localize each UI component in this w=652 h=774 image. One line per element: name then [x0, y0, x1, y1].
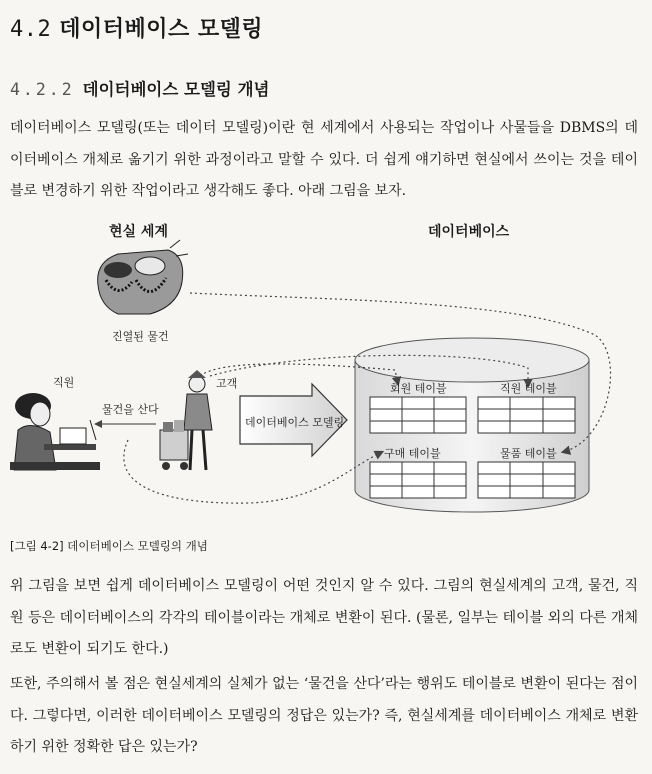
database-label: 데이터베이스	[428, 224, 510, 240]
section-title-text: 데이터베이스 모델링	[59, 17, 264, 42]
subsection-title-text: 데이터베이스 모델링 개념	[82, 80, 270, 99]
employee-label: 직원	[53, 376, 75, 389]
product-table-grid	[478, 462, 575, 498]
customer-label: 고객	[216, 377, 238, 390]
employee-illustration	[10, 393, 100, 470]
question-paragraph: 또한, 주의해서 볼 점은 현실세계의 실체가 없는 ‘물건을 산다’라는 행위도 테이블로 변환이 된다는 점이다. 그렇다면, 이러한 데이터베이스 모델링의 정답은 있는가? 즉, 현실세계를 데이터베이스 개체로 변환하기 위한 정확한 답은 있는가?	[10, 676, 638, 755]
purchase-table-grid	[370, 462, 466, 498]
explanation-paragraph: 위 그림을 보면 쉽게 데이터베이스 모델링이 어떤 것인지 알 수 있다. 그림의 현실세계의 고객, 물건, 직원 등은 데이터베이스의 각각의 테이블이라는 개체로 변환이 된다. (물론, 일부는 테이블 외의 다른 개체로도 변환이 되기도 한다.)	[10, 578, 638, 657]
buy-action-label: 물건을 산다	[102, 403, 159, 416]
modeling-arrow-label: 데이터베이스 모델링	[245, 416, 345, 429]
displayed-items-illustration	[98, 240, 188, 314]
figure-caption: [그림 4-2] 데이터베이스 모델링의 개념	[10, 539, 208, 553]
member-table-grid	[370, 397, 466, 433]
intro-paragraph: 데이터베이스 모델링(또는 데이터 모델링)이란 현 세계에서 사용되는 작업이나 사물들을 DBMS의 데이터베이스 개체로 옮기기 위한 과정이라고 말할 수 있다. 더 쉽게 얘기하면 현실에서 쓰이는 것을 테이블로 변경하기 위한 작업이라고 생각해도 좋다. 아래 그림을 보자.	[10, 120, 638, 199]
purchase-table-label: 구매 테이블	[384, 447, 441, 460]
subsection-number: 4.2.2	[10, 80, 75, 99]
employee-table-label: 직원 테이블	[500, 382, 557, 395]
displayed-items-label: 진열된 물건	[112, 330, 169, 343]
member-table-label: 회원 테이블	[390, 382, 447, 395]
product-table-label: 물품 테이블	[500, 447, 557, 460]
customer-illustration	[160, 370, 212, 470]
employee-table-grid	[478, 397, 575, 433]
real-world-label: 현실 세계	[109, 224, 168, 240]
section-number: 4.2	[10, 17, 52, 42]
